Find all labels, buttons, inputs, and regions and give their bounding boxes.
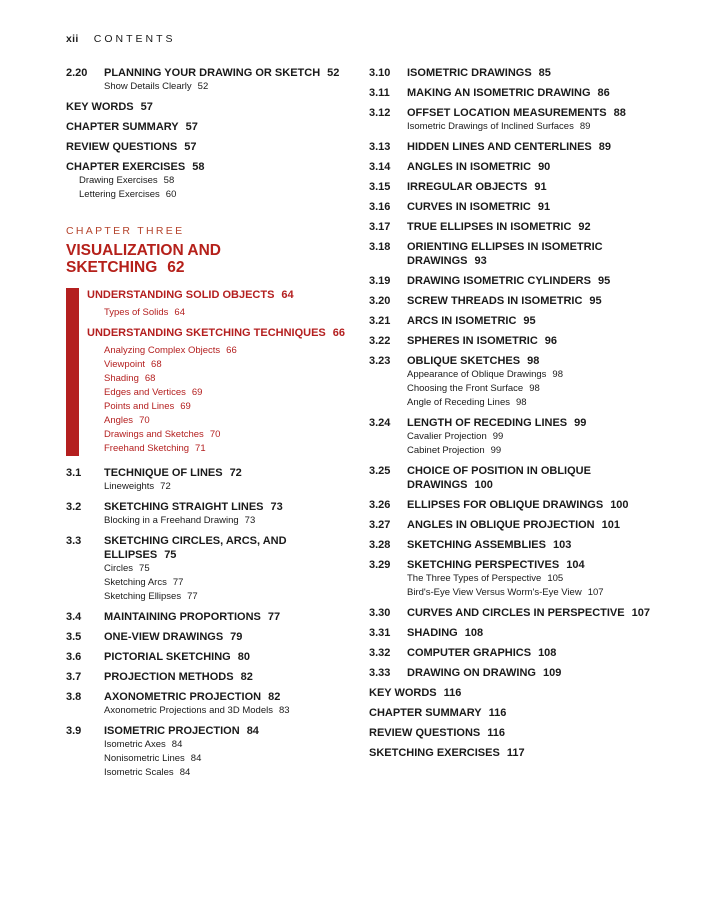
entry-page: 99 [574,417,587,429]
intro-subtopic-page: 68 [144,373,156,384]
section-number: 3.1 [66,467,82,479]
subentry[interactable] [104,80,351,94]
chapter-page: 62 [167,259,185,276]
entry-title: CHAPTER SUMMARY [66,121,179,133]
section-number: 3.9 [66,725,82,737]
toc-entry[interactable] [369,294,669,308]
section-number: 3.33 [369,667,391,679]
intro-subtopic-title: Drawings and Sketches [104,429,204,440]
section-number: 3.14 [369,161,391,173]
entry-page: 96 [544,335,558,347]
entry-page: 88 [613,107,626,119]
entry-title: TECHNIQUE OF LINES [104,467,223,479]
entry-page: 100 [610,499,629,511]
contents-left-column [66,66,351,786]
section-number: 3.17 [369,221,391,233]
subentries [104,738,351,780]
toc-entry[interactable] [369,334,669,348]
subentries [407,572,669,600]
section-number: 3.28 [369,539,391,551]
intro-subtopic-page: 69 [191,387,203,398]
section-number: 3.29 [369,559,391,571]
intro-topic-group [87,326,351,456]
subentry-title: Choosing the Front Surface [407,383,524,394]
entry-title: REVIEW QUESTIONS [66,141,178,153]
subentry[interactable] [407,444,669,458]
subentry-title: Drawing Exercises [79,175,158,186]
toc-entry[interactable] [369,200,669,214]
section-number: 3.6 [66,651,82,663]
subentry-page: 75 [139,563,150,574]
intro-subtopic[interactable] [87,442,351,456]
subentry-title: Show Details Clearly [104,81,192,92]
entry-page: 58 [192,161,205,173]
subentry[interactable] [407,368,669,382]
entry-page: 95 [589,295,602,307]
section-number: 3.21 [369,315,391,327]
intro-subtopic-title: Shading [104,373,139,384]
subentry-page: 98 [516,397,527,408]
subentry-title: Blocking in a Freehand Drawing [104,515,239,526]
entry-title: ANGLES IN OBLIQUE PROJECTION [407,519,595,531]
subentry[interactable] [407,396,669,410]
entry-page: 116 [487,727,505,739]
entry-page: 73 [270,501,283,513]
subentry[interactable] [407,430,669,444]
toc-entry[interactable] [66,670,351,684]
subentry[interactable] [79,188,351,202]
intro-subtopic[interactable] [87,306,351,320]
right-section-entries [369,66,669,760]
subentry-page: 52 [197,81,209,92]
entry-title: ELLIPSES FOR OBLIQUE DRAWINGS [407,499,604,511]
entry-page: 72 [229,467,242,479]
entry-title: OBLIQUE SKETCHES [407,355,521,367]
entry-page: 75 [164,549,177,561]
subentry[interactable] [104,752,351,766]
toc-entry[interactable] [66,140,351,154]
entry-title: CHOICE OF POSITION IN OBLIQUE DRAWINGS [407,465,591,491]
toc-entry[interactable] [66,630,351,644]
entry-page: 57 [185,121,198,133]
entry-page: 82 [240,671,253,683]
toc-entry[interactable] [66,650,351,664]
subentry-title: Isometric Scales [104,767,174,778]
intro-subtopic-page: 69 [180,401,191,412]
intro-subtopic-title: Points and Lines [104,401,175,412]
entry-title: ARCS IN ISOMETRIC [407,315,517,327]
intro-subtopic-title: Analyzing Complex Objects [104,345,221,356]
intro-subtopic[interactable] [87,400,351,414]
section-number: 3.10 [369,67,391,79]
section-number: 3.4 [66,611,82,623]
entry-title: TRUE ELLIPSES IN ISOMETRIC [407,221,572,233]
entry-page: 109 [542,667,562,679]
entry-page: 101 [601,519,620,531]
entry-title: LENGTH OF RECEDING LINES [407,417,568,429]
intro-subtopic[interactable] [87,414,351,428]
entry-page: 92 [578,221,591,233]
section-number: 3.5 [66,631,82,643]
section-number: 3.32 [369,647,391,659]
subentry-page: 60 [165,189,177,200]
entry-page: 84 [246,725,259,737]
entry-page: 79 [230,631,243,643]
intro-topics [87,288,351,456]
intro-subtopic-title: Types of Solids [104,307,169,318]
entry-title: SHADING [407,627,458,639]
toc-entry[interactable] [369,220,669,234]
subentry-title: Sketching Arcs [104,577,167,588]
intro-topic-page: 66 [332,327,346,339]
intro-topic-title: UNDERSTANDING SKETCHING TECHNIQUES [87,327,326,339]
subentry[interactable] [407,120,669,134]
toc-entry[interactable] [369,726,669,740]
subentry-title: Cabinet Projection [407,445,485,456]
red-accent-bar [66,288,79,456]
subentry[interactable] [104,480,351,494]
entry-title: SKETCHING EXERCISES [369,747,500,759]
entry-title: COMPUTER GRAPHICS [407,647,532,659]
section-number: 3.18 [369,241,391,253]
entry-page: 117 [506,747,525,759]
entry-page: 82 [268,691,281,703]
subentry-page: 58 [163,175,175,186]
entry-title: PLANNING YOUR DRAWING OR SKETCH [104,67,321,79]
subentries [104,80,351,94]
toc-entry[interactable] [369,746,669,760]
subentry-title: The Three Types of Perspective [407,573,542,584]
subentry[interactable] [104,738,351,752]
entry-title: MAINTAINING PROPORTIONS [104,611,261,623]
toc-entry[interactable] [369,686,669,700]
subentry-page: 105 [547,573,564,584]
subentries [104,562,351,604]
entry-page: 116 [443,687,462,699]
toc-entry[interactable] [369,626,669,640]
subentry[interactable] [407,572,669,586]
subentry-page: 98 [529,383,540,394]
intro-subtopic[interactable] [87,358,351,372]
entry-title: KEY WORDS [66,101,134,113]
subentry[interactable] [407,586,669,600]
intro-topic-title: UNDERSTANDING SOLID OBJECTS [87,289,275,301]
toc-entry[interactable] [369,464,669,492]
subentries [66,174,351,202]
toc-entry[interactable] [369,160,669,174]
toc-entry[interactable] [66,500,351,528]
entry-page: 91 [534,181,547,193]
subentry-page: 77 [187,591,198,602]
subentries [104,704,351,718]
entry-page: 95 [597,275,611,287]
entry-page: 57 [184,141,197,153]
subentries [407,120,669,134]
entry-page: 116 [488,707,507,719]
section-number: 3.23 [369,355,391,367]
intro-subtopic[interactable] [87,428,351,442]
subentry-title: Cavalier Projection [407,431,487,442]
entry-page: 86 [597,87,610,99]
entry-title: SCREW THREADS IN ISOMETRIC [407,295,583,307]
subentry-title: Circles [104,563,134,574]
toc-entry[interactable] [369,66,669,80]
chapter-title-text: VISUALIZATION AND SKETCHING [66,242,221,276]
subentry[interactable] [104,562,351,576]
section-number: 3.7 [66,671,82,683]
entry-page: 95 [523,315,536,327]
toc-entry[interactable] [369,86,669,100]
left-section-entries [66,466,351,780]
subentry-title: Sketching Ellipses [104,591,182,602]
section-number: 3.27 [369,519,391,531]
entry-page: 104 [566,559,585,571]
entry-page: 89 [598,141,612,153]
section-number: 3.15 [369,181,391,193]
intro-subtopic-page: 70 [139,415,150,426]
subentry-page: 77 [172,577,184,588]
intro-topic-group [87,288,351,320]
toc-entry[interactable] [66,690,351,718]
subentry-title: Lineweights [104,481,155,492]
subentry[interactable] [104,766,351,780]
toc-entry[interactable] [369,706,669,720]
subentry-page: 84 [171,739,183,750]
entry-page: 98 [527,355,540,367]
entry-title: SKETCHING ASSEMBLIES [407,539,546,551]
subentries [407,368,669,410]
toc-entry[interactable] [369,180,669,194]
subentry-page: 98 [552,369,563,380]
subentries [104,514,351,528]
section-number: 3.12 [369,107,391,119]
section-number: 3.16 [369,201,391,213]
entry-title: AXONOMETRIC PROJECTION [104,691,262,703]
header-title: CONTENTS [93,33,176,45]
intro-subtopic-title: Freehand Sketching [104,443,190,454]
toc-entry[interactable] [66,534,351,604]
toc-entry[interactable] [369,646,669,660]
subentry-page: 72 [160,481,171,492]
toc-entry[interactable] [66,610,351,624]
entry-title: ISOMETRIC PROJECTION [104,725,240,737]
section-number: 3.2 [66,501,82,513]
entry-title: PICTORIAL SKETCHING [104,651,231,663]
subentry-page: 83 [278,705,290,716]
intro-subtopic[interactable] [87,344,351,358]
section-number: 3.13 [369,141,391,153]
entry-title: CHAPTER SUMMARY [369,707,482,719]
subentry-page: 89 [579,121,591,132]
intro-subtopic-title: Angles [104,415,134,426]
entry-page: 100 [474,479,493,491]
chapter-intro-box [66,288,351,456]
toc-entry[interactable] [369,606,669,620]
entry-page: 77 [267,611,281,623]
subentry[interactable] [104,590,351,604]
entry-title: DRAWING ISOMETRIC CYLINDERS [407,275,591,287]
entry-page: 93 [474,255,487,267]
entry-page: 85 [538,67,551,79]
subentry-page: 99 [492,431,504,442]
subentry-title: Isometric Drawings of Inclined Surfaces [407,121,574,132]
section-number: 3.19 [369,275,391,287]
toc-entry[interactable] [369,240,669,268]
subentry[interactable] [407,382,669,396]
subentry-page: 84 [190,753,202,764]
toc-entry[interactable] [369,666,669,680]
entry-title: REVIEW QUESTIONS [369,727,481,739]
section-number: 3.25 [369,465,391,477]
entry-title: ANGLES IN ISOMETRIC [407,161,532,173]
toc-entry[interactable] [369,498,669,512]
entry-page: 108 [538,647,557,659]
section-number: 3.11 [369,87,390,99]
intro-topic[interactable] [87,288,351,302]
intro-subtopic-title: Viewpoint [104,359,146,370]
intro-subtopic-page: 68 [151,359,162,370]
toc-entry[interactable] [369,354,669,410]
entry-page: 57 [140,101,153,113]
entry-title: SKETCHING CIRCLES, ARCS, AND ELLIPSES [104,535,287,561]
chapter-label: CHAPTER THREE [66,225,185,237]
entry-page: 103 [552,539,572,551]
toc-entry[interactable] [369,416,669,458]
entry-title: HIDDEN LINES AND CENTERLINES [407,141,592,153]
entry-title: MAKING AN ISOMETRIC DRAWING [407,87,591,99]
subentry[interactable] [79,174,351,188]
intro-subtopic-page: 70 [209,429,221,440]
entry-page: 90 [538,161,551,173]
section-number: 3.20 [369,295,391,307]
subentry[interactable] [104,704,351,718]
section-number: 3.3 [66,535,82,547]
subentries [104,480,351,494]
toc-entry[interactable] [66,466,351,494]
subentry[interactable] [104,514,351,528]
left-pre-entries [66,66,351,202]
intro-topic[interactable] [87,326,351,340]
entry-title: ORIENTING ELLIPSES IN ISOMETRIC DRAWINGS [407,241,603,267]
subentry-title: Axonometric Projections and 3D Models [104,705,273,716]
running-header [66,33,176,45]
toc-entry[interactable] [369,518,669,532]
entry-title: CURVES AND CIRCLES IN PERSPECTIVE [407,607,625,619]
subentry-title: Lettering Exercises [79,189,160,200]
subentry[interactable] [104,576,351,590]
intro-subtopic[interactable] [87,386,351,400]
section-number: 3.26 [369,499,391,511]
section-number: 3.24 [369,417,391,429]
section-number: 3.30 [369,607,391,619]
entry-page: 91 [537,201,551,213]
subentry-title: Isometric Axes [104,739,166,750]
section-number: 3.22 [369,335,391,347]
entry-page: 107 [631,607,650,619]
subentry-title: Angle of Receding Lines [407,397,510,408]
subentry-title: Nonisometric Lines [104,753,185,764]
toc-entry[interactable] [369,538,669,552]
entry-title: SPHERES IN ISOMETRIC [407,335,538,347]
entry-title: CURVES IN ISOMETRIC [407,201,531,213]
entry-title: KEY WORDS [369,687,437,699]
toc-entry[interactable] [369,140,669,154]
entry-title: DRAWING ON DRAWING [407,667,536,679]
toc-entry[interactable] [369,314,669,328]
entry-title: PROJECTION METHODS [104,671,234,683]
section-number: 3.31 [369,627,391,639]
subentry-title: Appearance of Oblique Drawings [407,369,547,380]
entry-title: OFFSET LOCATION MEASUREMENTS [407,107,607,119]
toc-entry[interactable] [66,120,351,134]
intro-topic-page: 64 [281,289,294,301]
entry-title: ONE-VIEW DRAWINGS [104,631,224,643]
section-number: 2.20 [66,67,88,79]
intro-subtopic-page: 71 [195,443,206,454]
entry-title: ISOMETRIC DRAWINGS [407,67,532,79]
toc-entry[interactable] [369,106,669,134]
toc-entry[interactable] [66,724,351,780]
chapter-title[interactable] [66,242,266,276]
subentry-title: Bird's-Eye View Versus Worm's-Eye View [407,587,582,598]
toc-entry[interactable] [66,66,351,94]
entry-page: 108 [464,627,484,639]
entry-title: IRREGULAR OBJECTS [407,181,528,193]
intro-subtopic-title: Edges and Vertices [104,387,186,398]
toc-entry[interactable] [66,160,351,202]
entry-title: CHAPTER EXERCISES [66,161,186,173]
subentry-page: 107 [587,587,604,598]
contents-right-column [369,66,669,766]
toc-entry[interactable] [66,100,351,114]
toc-entry[interactable] [369,558,669,600]
toc-entry[interactable] [369,274,669,288]
entry-page: 80 [237,651,250,663]
page-number: xii [66,33,79,45]
entry-title: SKETCHING PERSPECTIVES [407,559,560,571]
intro-subtopic-page: 66 [226,345,237,356]
entry-title: SKETCHING STRAIGHT LINES [104,501,264,513]
subentries [407,430,669,458]
section-number: 3.8 [66,691,82,703]
subentry-page: 73 [244,515,256,526]
chapter-block [66,224,351,456]
entry-page: 52 [327,67,340,79]
intro-subtopic[interactable] [87,372,351,386]
subentry-page: 99 [490,445,502,456]
subentry-page: 84 [179,767,191,778]
intro-subtopic-page: 64 [174,307,185,318]
